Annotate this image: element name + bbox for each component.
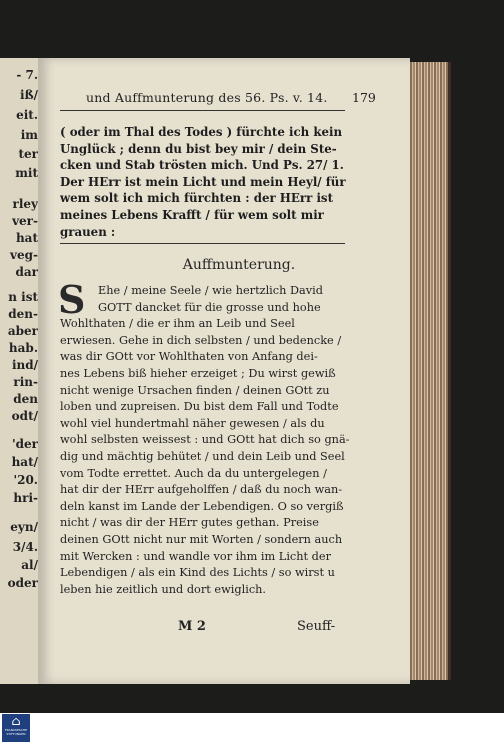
quote-line: cken und Stab trösten mich. Und Ps. 27/ 1. (60, 158, 344, 173)
left-page-fragment: rley (12, 197, 38, 211)
quote-line: wem solt ich mich fürchten : der HErr ist (60, 191, 334, 206)
body-line: nicht / was dir der HErr gutes gethan. Preise (60, 516, 319, 530)
left-page-fragment: eit. (16, 108, 38, 122)
body-line: Lebendigen / als ein Kind des Lichts / so wirst u (60, 566, 335, 580)
left-page-fragment: den- (8, 307, 38, 321)
body-line: nicht wenige Ursachen finden / deinen GOtt zu (60, 383, 330, 397)
left-page-fragment: ind/ (11, 358, 38, 372)
body-line: was dir GOtt vor Wohlthaten von Anfang dei- (60, 350, 318, 364)
left-page-fragment: eyn/ (10, 520, 38, 534)
body-line: wohl selbsten weissest : und GOtt hat dich so gnä- (60, 433, 350, 447)
left-page-fragment: hab. (8, 341, 38, 355)
body-line: hat dir der HErr aufgeholffen / daß du noch wan- (60, 483, 343, 497)
body-line: GOTT dancket für die grosse und hohe (98, 300, 321, 314)
section-heading-text: Auffmunterung. (182, 257, 296, 273)
section-heading (0, 257, 504, 273)
left-page-fragment: mit (15, 166, 38, 180)
quote-line: Unglück ; denn du bist bey mir / dein Ste- (60, 141, 337, 156)
drop-initial: S (58, 277, 86, 322)
quote-line: Der HErr ist mein Licht und mein Heyl/ für (60, 174, 346, 189)
body-line: loben und zupreisen. Du bist dem Fall und Todte (60, 400, 339, 414)
quote-line: ( oder im Thal des Todes ) fürchte ich kein (60, 125, 343, 139)
left-page-fragment: n ist (8, 290, 38, 304)
left-page-fragment: ver- (12, 214, 38, 228)
left-page-fragment: 3/4. (12, 540, 38, 554)
signature-mark: M 2 (178, 619, 206, 634)
header-rule (60, 110, 345, 111)
body-line: dig und mächtig behütet / und dein Leib und Seel (60, 449, 345, 463)
quote-line: grauen : (60, 224, 116, 239)
body-line: Wohlthaten / die er ihm an Leib und Seel (60, 317, 295, 331)
body-line: mit Wercken : und wandle vor ihm im Licht der (60, 549, 331, 563)
body-line: vom Todte errettet. Auch da du untergelegen / (60, 466, 327, 480)
left-page-fragment: ter (18, 147, 38, 161)
page-edge (410, 62, 451, 680)
left-page-fragment: 'der (11, 437, 38, 451)
page-number: 179 (352, 90, 376, 105)
section-rule (60, 243, 345, 244)
viewer-footer (0, 713, 504, 743)
left-page-fragment: odt/ (11, 409, 38, 423)
body-line: nes Lebens biß hieher erzeiget ; Du wirst gewiß (60, 366, 336, 380)
body-line: deinen GOtt nicht nur mit Worten / sondern auch (60, 532, 343, 546)
running-head: und Auffmunterung des 56. Ps. v. 14. (86, 90, 328, 105)
left-page-fragment: veg- (10, 248, 38, 262)
left-page-fragment: - 7. (16, 68, 38, 82)
body-line: erwiesen. Gehe in dich selbsten / und bedencke / (60, 333, 342, 347)
house-icon: ⌂ (11, 714, 21, 728)
left-page-fragment: den (13, 392, 38, 406)
left-page-fragment: hat/ (11, 455, 38, 469)
body-line: deln kanst im Lande der Lebendigen. O so vergiß (60, 499, 344, 513)
left-page-fragment: im (20, 128, 38, 142)
body-text (58, 277, 352, 598)
left-page-fragment: oder (7, 576, 38, 590)
library-logo[interactable] (2, 714, 30, 742)
quote-line: meines Lebens Krafft / für wem solt mir (60, 207, 324, 222)
body-line: Ehe / meine Seele / wie hertzlich David (98, 284, 324, 297)
body-line: wohl viel hundertmahl näher gewesen / als du (60, 416, 325, 430)
left-page-fragment: rin- (13, 375, 38, 389)
left-page-fragment: hri- (13, 491, 38, 505)
left-page-fragment: dar (15, 265, 38, 279)
body-line: leben hie zeitlich und dort ewiglich. (60, 582, 267, 596)
left-page-fragment: iß/ (19, 88, 38, 102)
left-page-fragment: hat (15, 231, 38, 245)
scripture-quote (60, 124, 350, 240)
left-page-fragment: '20. (13, 473, 38, 487)
left-page-fragment: al/ (21, 558, 38, 572)
logo-text: FRANCKESCHE STIFTUNGEN (4, 728, 28, 736)
left-page-fragment: aber (7, 324, 38, 338)
catchword: Seuff- (297, 619, 336, 634)
